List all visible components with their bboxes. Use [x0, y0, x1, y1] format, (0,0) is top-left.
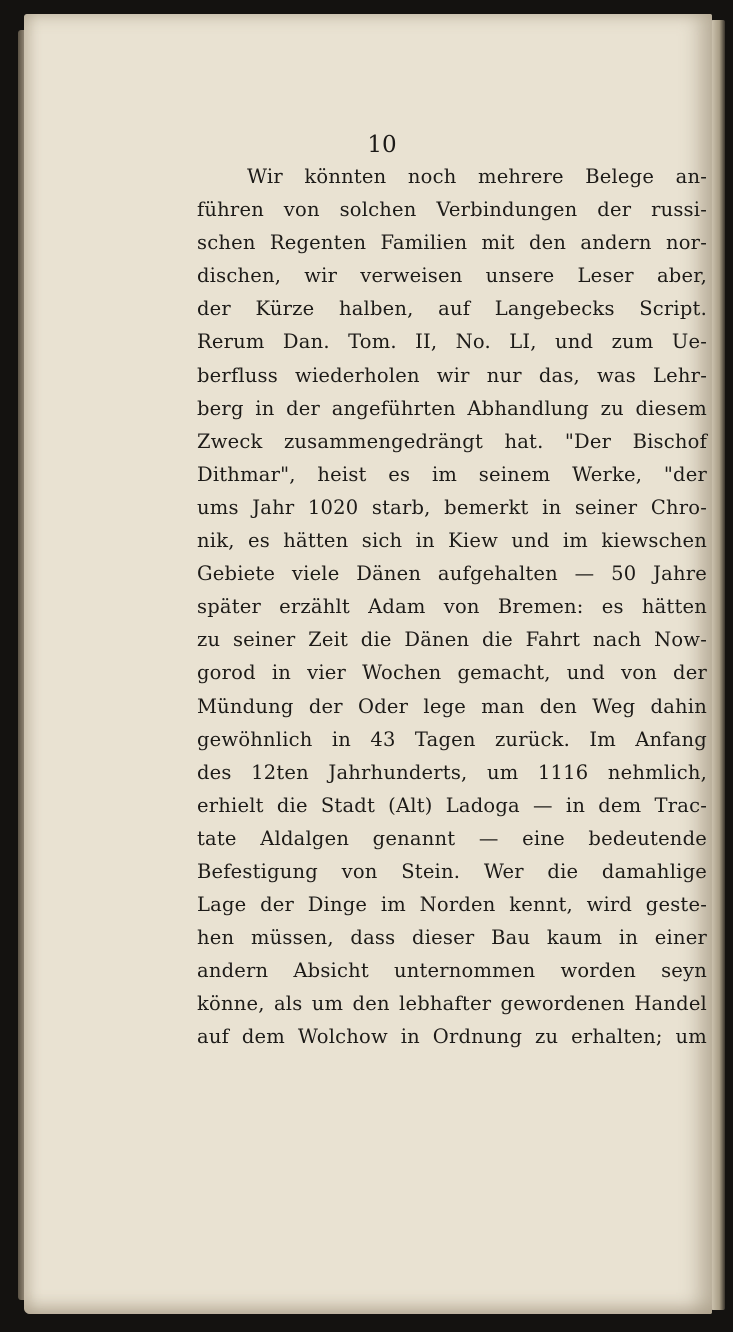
text-line: Zweck zusammengedrängt hat. "Der Bischof [197, 429, 707, 453]
text-line: zu seiner Zeit die Dänen die Fahrt nach Now- [197, 628, 707, 652]
text-line: gewöhnlich in 43 Tagen zurück. Im Anfang [197, 727, 707, 751]
text-line: erhielt die Stadt (Alt) Ladoga — in dem Trac- [197, 793, 707, 817]
text-line: dischen, wir verweisen unsere Leser aber, [197, 264, 707, 288]
text-line: Wir könnten noch mehrere Belege an- [247, 165, 707, 188]
body-text [197, 160, 707, 1054]
text-line: Mündung der Oder lege man den Weg dahin [197, 694, 707, 718]
text-line: Lage der Dinge im Norden kennt, wird geste- [197, 893, 707, 917]
text-line: hen müssen, dass dieser Bau kaum in einer [197, 926, 707, 950]
text-line: Befestigung von Stein. Wer die damahlige [197, 859, 707, 883]
text-line: nik, es hätten sich in Kiew und im kiewschen [197, 529, 707, 553]
right-page-edge [711, 20, 725, 1310]
text-line: des 12ten Jahrhunderts, um 1116 nehmlich, [197, 760, 707, 784]
text-line: berg in der angeführten Abhandlung zu diesem [197, 396, 707, 420]
text-line: berfluss wiederholen wir nur das, was Lehr- [197, 363, 707, 387]
text-line: gorod in vier Wochen gemacht, und von der [197, 661, 707, 685]
text-line: Gebiete viele Dänen aufgehalten — 50 Jahre [197, 562, 707, 586]
text-line: Rerum Dan. Tom. II, No. LI, und zum Ue- [197, 330, 707, 354]
text-line: schen Regenten Familien mit den andern nor- [197, 231, 707, 255]
page-number: 10 [367, 132, 397, 158]
text-line: könne, als um den lebhafter gewordenen Handel [197, 992, 707, 1016]
text-line: der Kürze halben, auf Langebecks Script. [197, 297, 707, 321]
text-line: andern Absicht unternommen worden seyn [197, 959, 707, 983]
text-line: tate Aldalgen genannt — eine bedeutende [197, 826, 707, 850]
text-line: führen von solchen Verbindungen der russi- [197, 198, 707, 222]
text-line: ums Jahr 1020 starb, bemerkt in seiner Chro- [197, 495, 707, 519]
text-line: später erzählt Adam von Bremen: es hätten [197, 595, 707, 619]
text-line: Dithmar", heist es im seinem Werke, "der [197, 462, 707, 486]
text-line: auf dem Wolchow in Ordnung zu erhalten; um [197, 1025, 707, 1049]
